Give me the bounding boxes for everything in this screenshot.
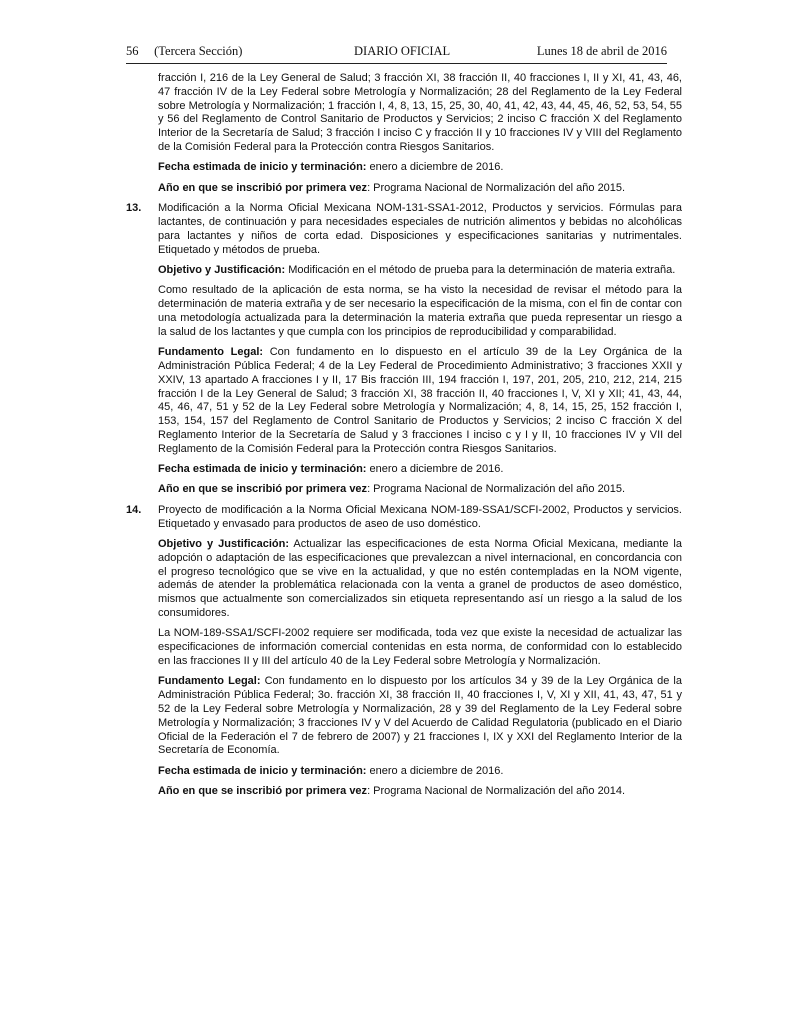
fecha-text: enero a diciembre de 2016.: [366, 161, 504, 174]
anio-label: Año en que se inscribió por primera vez: [158, 181, 368, 194]
objetivo-paragraph: [126, 264, 682, 278]
anio-text: : Programa Nacional de Normalización del año 2015.: [367, 181, 626, 194]
header-date: Lunes 18 de abril de 2016: [536, 44, 667, 58]
fundamento-label: Fundamento Legal:: [158, 346, 264, 359]
item-number: 13.: [126, 202, 142, 215]
item-number: 14.: [126, 503, 142, 516]
continuation-paragraph: fracción I, 216 de la Ley General de Salud; 3 fracción XI, 38 fracción II, 40 fracciones I, II y XI, 41, 43, 46, 47 fracción IV de la Ley Federal sobre Metrología y Normalización; 28 del Reglamento de la Ley Federal sobre Metrología y Normalización; 1 fracción I, 4, 8, 13, 15, 25, 30, 40, 41, 42, 43, 44, 45, 46, 52, 53, 54, 55 y 56 del Reglamento de Control Sanitario de Productos y Servicios; 2 inciso C fracción X del Reglamento Interior de la Secretaría de Salud; 3 fracción I inciso C y fracción II y 10 fracciones IV y VIII del Reglamento de la Comisión Federal para la Protección contra Riesgos Sanitarios.: [158, 72, 682, 153]
objetivo-label: Objetivo y Justificación:: [158, 538, 290, 551]
item-title: Proyecto de modificación a la Norma Oficial Mexicana NOM-189-SSA1/SCFI-2002, Productos y servicios. Etiquetado y envasado para productos de aseo de uso doméstico.: [158, 503, 682, 530]
fecha-label: Fecha estimada de inicio y terminación:: [158, 161, 367, 174]
fecha-paragraph: [126, 463, 682, 477]
header-rule: [126, 63, 667, 64]
header-page-section: 56 (Tercera Sección): [126, 44, 243, 58]
item-13: [126, 202, 682, 257]
page-content: [126, 72, 682, 806]
header-publication-title: DIARIO OFICIAL: [354, 44, 451, 58]
anio-paragraph: [126, 182, 682, 196]
justificacion-paragraph: La NOM-189-SSA1/SCFI-2002 requiere ser modificada, toda vez que existe la necesidad de actualizar las especificaciones de información comercial contenidas en esta norma, de conformidad con lo establecido en las fracciones II y III del artículo 40 de la Ley Federal sobre Metrología y Normalización.: [158, 627, 682, 668]
anio-paragraph: [126, 483, 682, 497]
justificacion-paragraph: Como resultado de la aplicación de esta norma, se ha visto la necesidad de revisar el método para la determinación de materia extraña y de ser necesario la especificación de la misma, con el fin de contar con una metodología actualizada para la determinación la materia extraña que pueda representar un riesgo a la salud de los lactantes y que cumpla con los principios de reproducibilidad y comparabilidad.: [158, 284, 682, 338]
fundamento-paragraph: [126, 346, 682, 456]
fundamento-text: Con fundamento en lo dispuesto por los artículos 34 y 39 de la Ley Orgánica de la Administración Pública Federal; 3o. fracción XI, 38 fracción II, 40 fracciones I, V, XI y XII, 41, 43, 47, 51 y 52 de la Ley Federal sobre Metrología y Normalización, 28 y 39 del Reglamento de la Ley Federal sobre Metrología y Normalización; 3 fracciones IV y V del Acuerdo de Calidad Regulatoria (publicado en el Diario Oficial de la Federación el 7 de febrero de 2007) y 21 fracciones I, IX y XXI del Reglamento Interior de la Secretaría de Economía.: [158, 675, 682, 757]
fundamento-paragraph: [126, 675, 682, 758]
item-14: [126, 504, 682, 532]
item-title: Modificación a la Norma Oficial Mexicana NOM-131-SSA1-2012, Productos y servicios. Fórmulas para lactantes, de continuación y para necesidades especiales de nutrición alimentos y bebidas no alcohólicas para lactantes y niños de corta edad. Disposiciones y especificaciones sanitarias y nutrimentales. Etiquetado y métodos de prueba.: [158, 202, 682, 256]
anio-text: : Programa Nacional de Normalización del año 2015.: [367, 483, 626, 496]
anio-text: : Programa Nacional de Normalización del año 2014.: [367, 785, 626, 798]
fecha-text: enero a diciembre de 2016.: [366, 764, 504, 777]
fecha-paragraph: [126, 765, 682, 779]
fundamento-text: Con fundamento en lo dispuesto en el artículo 39 de la Ley Orgánica de la Administración Pública Federal; 4 de la Ley Federal de Procedimiento Administrativo; 3 fracciones XXII y XXIV, 13 apartado A fracciones I y II, 17 Bis fracción III, 194 fracción I, 197, 201, 205, 210, 212, 214, 215 fracción I de la Ley General de Salud; 3 fracción XI, 38 fracción II, 40 fracciones I, V, XI y XII; 41, 43, 44, 45, 46, 47, 51 y 52 de la Ley Federal sobre Metrología y Normalización; 4, 8, 14, 15, 25, 152 fracción I, 153, 154, 157 del Reglamento de Control Sanitario de Productos y Servicios; 2 inciso C fracción X del Reglamento Interior de la Secretaría de Salud y 3 fracciones I inciso c y I y II, 10 fracciones IV y VII del Reglamento de la Comisión Federal para la Protección contra Riesgos Sanitarios.: [158, 346, 682, 455]
anio-label: Año en que se inscribió por primera vez: [158, 483, 368, 496]
fecha-label: Fecha estimada de inicio y terminación:: [158, 463, 367, 476]
anio-label: Año en que se inscribió por primera vez: [158, 785, 368, 798]
fecha-text: enero a diciembre de 2016.: [366, 463, 504, 476]
fecha-label: Fecha estimada de inicio y terminación:: [158, 764, 367, 777]
fundamento-label: Fundamento Legal:: [158, 675, 261, 688]
objetivo-paragraph: [126, 538, 682, 621]
fecha-paragraph: [126, 161, 682, 175]
anio-paragraph: [126, 785, 682, 799]
objetivo-text: Modificación en el método de prueba para la determinación de materia extraña.: [285, 263, 676, 276]
objetivo-text: Actualizar las especificaciones de esta Norma Oficial Mexicana, mediante la adopción o adaptación de las especificaciones que prevalezcan a nivel internacional, en concordancia con el progreso tecnológico que se vive en la actualidad, y que no estén contempladas en la NOM vigente, además de atender la problemática relacionada con la venta a granel de productos de aseo doméstico, mismos que actualmente son comercializados sin etiqueta representando así un riesgo a la salud de los consumidores.: [158, 538, 682, 620]
page-header: [126, 44, 667, 64]
objetivo-label: Objetivo y Justificación:: [158, 263, 286, 276]
